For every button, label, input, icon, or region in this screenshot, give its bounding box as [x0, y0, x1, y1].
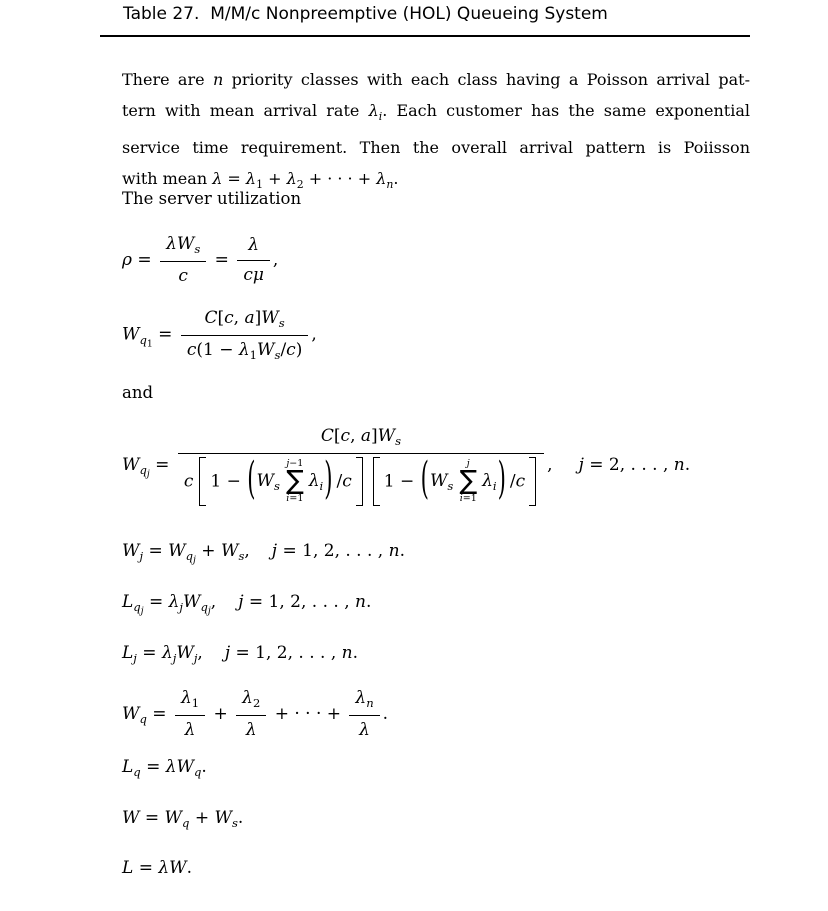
and-label: and [122, 383, 154, 402]
math-var: λ [308, 470, 320, 491]
math-var: W [261, 308, 279, 328]
equation-lqj [122, 592, 371, 617]
math-subscript [139, 332, 153, 350]
math-rm: 1 [146, 338, 153, 350]
math-text: + [189, 808, 215, 828]
math-var: W [122, 324, 140, 345]
math-text: . Each customer has the same exponential [382, 101, 751, 120]
math-text: + [208, 703, 234, 724]
math-text: tern with mean arrival rate [122, 101, 369, 120]
math-var: n [341, 643, 353, 663]
equation-w [122, 808, 243, 830]
math-rm: 1 [249, 347, 258, 362]
math-subscript [139, 712, 146, 726]
math-text: ] [371, 426, 378, 446]
math-text: , [350, 426, 361, 446]
math-it: j [179, 600, 184, 615]
equation-wq [122, 686, 388, 743]
math-text: = [133, 858, 159, 878]
math-it: q [133, 600, 141, 615]
equation-rho [122, 232, 278, 289]
math-it: j [207, 605, 211, 617]
sigma-icon: ∑ [285, 465, 304, 496]
math-text: ) [295, 339, 303, 360]
math-var: λ [376, 168, 387, 188]
math-it: n [366, 696, 374, 711]
math-var: λ [161, 643, 173, 663]
math-var: λW [158, 858, 187, 878]
math-subscript [139, 463, 150, 480]
math-fraction [236, 686, 266, 743]
math-close-paren: ) [497, 454, 506, 506]
math-text: . [186, 858, 193, 878]
math-right-bracket [356, 457, 363, 507]
math-var: W [168, 541, 186, 561]
math-text: ] [254, 308, 262, 328]
math-var: c [340, 426, 351, 446]
math-var: j [286, 457, 290, 469]
math-var: i [286, 493, 290, 505]
math-text: . [201, 757, 207, 777]
math-var: c [286, 339, 296, 360]
equation-wqj [122, 424, 690, 507]
math-var: a [360, 426, 372, 446]
horizontal-rule [100, 35, 750, 37]
math-it: s [194, 242, 201, 257]
math-var: W [377, 426, 396, 446]
math-var: j [271, 541, 278, 561]
math-text: , [272, 249, 279, 270]
math-text: (1 − [196, 339, 239, 360]
math-var: cμ [243, 264, 264, 285]
math-it: j [193, 554, 196, 566]
math-fraction [175, 686, 205, 743]
math-text: = [140, 757, 166, 777]
math-it: i [378, 109, 383, 123]
math-subscript [200, 600, 211, 617]
math-bracket-content [206, 454, 355, 507]
math-var: L [122, 757, 134, 777]
math-var: W [256, 470, 275, 491]
math-it: s [278, 316, 285, 331]
math-it: j [146, 468, 150, 480]
math-var: C [320, 426, 334, 446]
math-it: q [200, 600, 208, 615]
math-var: λ [184, 719, 196, 740]
math-text: = 1, 2, . . . , [230, 643, 342, 663]
math-text: service time requirement. Then the overall arrival pattern is Poiisson [122, 137, 750, 157]
math-text: = [152, 324, 178, 345]
equation-wq1 [122, 306, 317, 364]
math-text: 1 − [383, 470, 420, 491]
math-var: n [673, 455, 685, 476]
math-text: , [547, 455, 553, 476]
math-it: j [133, 651, 137, 666]
math-left-bracket [373, 457, 380, 507]
math-it: s [238, 549, 245, 564]
math-it: q [139, 332, 147, 347]
math-var: c [342, 470, 352, 491]
math-subscript [447, 479, 453, 493]
math-var: W [429, 470, 448, 491]
math-var: n [355, 592, 366, 612]
paragraph-line-2 [122, 95, 750, 132]
math-summation [286, 459, 304, 505]
sigma-icon: ∑ [459, 465, 478, 496]
math-bracket-group [373, 454, 536, 507]
math-var: C [204, 308, 218, 328]
math-var: W [164, 808, 183, 828]
math-var: a [244, 308, 255, 328]
math-left-bracket [199, 457, 206, 507]
math-fraction [237, 233, 270, 288]
math-fraction [349, 686, 379, 743]
math-numerator [175, 686, 205, 716]
math-fraction [181, 306, 309, 364]
math-bracket-content [380, 454, 529, 507]
math-right-bracket [529, 457, 536, 507]
math-var: L [122, 643, 134, 663]
math-var: λ [212, 168, 223, 188]
math-text: + · · · + [303, 168, 377, 188]
math-text: + [262, 168, 287, 188]
math-var: W [183, 592, 201, 612]
math-var: c [224, 308, 234, 328]
math-denominator [236, 716, 266, 743]
math-numerator [160, 232, 206, 262]
math-rm: 1 [191, 696, 200, 711]
math-var: λ [359, 719, 370, 740]
math-var: j [578, 455, 584, 476]
math-it: q [182, 816, 190, 831]
math-text: , [311, 324, 317, 345]
math-numerator [181, 306, 309, 336]
math-var: c [178, 265, 188, 286]
math-it: n [386, 177, 394, 191]
math-denominator [181, 336, 309, 365]
math-it: q [133, 765, 141, 780]
math-rm: 2 [252, 696, 261, 711]
math-it: s [274, 479, 280, 493]
math-var: λ [248, 234, 259, 255]
math-text: = [143, 541, 169, 561]
paragraph-line-3 [122, 132, 750, 163]
server-utilization-label: The server utilization [122, 189, 302, 208]
math-var: W [176, 643, 194, 663]
math-it: q [194, 765, 202, 780]
math-var: c [186, 339, 197, 360]
math-text: / [280, 339, 287, 360]
equation-lj [122, 643, 358, 665]
math-text: [ [217, 308, 225, 328]
math-it: s [274, 347, 281, 362]
math-fraction [160, 232, 206, 289]
math-text: . [365, 592, 372, 612]
math-text: = 2, . . . , [583, 455, 674, 476]
equation-wj [122, 541, 405, 566]
math-text: priority classes with each class having a Poisson arrival pat- [223, 70, 751, 89]
math-var: λW [166, 234, 195, 254]
math-denominator [178, 454, 544, 508]
math-var: λ [242, 688, 253, 708]
math-var: n [388, 541, 400, 561]
math-var: λ [355, 688, 367, 708]
math-subscript [185, 549, 196, 566]
math-rm: 2 [296, 177, 304, 191]
math-text: [ [333, 426, 341, 446]
math-var: n [212, 70, 224, 89]
math-var: L [122, 592, 134, 612]
math-text: , [244, 541, 250, 561]
math-text: / [509, 470, 516, 491]
math-denominator [349, 716, 379, 743]
math-text: = [209, 249, 235, 270]
math-text: with mean [122, 168, 213, 188]
math-subscript [366, 696, 373, 710]
math-text: = [132, 249, 158, 270]
math-subscript [279, 316, 285, 330]
math-var: ρ [122, 249, 132, 270]
math-fraction [178, 424, 544, 507]
math-var: λ [368, 101, 379, 120]
math-var: λ [286, 168, 297, 188]
math-subscript [395, 434, 401, 448]
math-var: W [122, 808, 140, 828]
math-text: There are [122, 70, 213, 89]
math-bracket-group [199, 454, 362, 507]
math-var: j [224, 643, 231, 663]
math-text: . [352, 643, 358, 663]
math-it: j [140, 605, 144, 617]
math-var: W [257, 339, 275, 360]
math-text: . [237, 808, 244, 828]
math-var: j [466, 457, 470, 469]
math-text: = [149, 455, 175, 476]
math-text: = [143, 592, 169, 612]
math-text: / [336, 470, 343, 491]
math-text: 1 − [210, 470, 247, 491]
math-text: = [146, 703, 172, 724]
math-var: i [459, 493, 463, 505]
math-text: . [393, 168, 399, 188]
math-it: j [172, 651, 177, 666]
math-subscript [192, 696, 199, 710]
math-var: W [220, 541, 239, 561]
math-lower-limit [286, 494, 303, 504]
math-var: λ [482, 470, 493, 491]
math-var: W [122, 541, 140, 561]
math-text: = [136, 643, 162, 663]
math-text: , [197, 643, 203, 663]
math-var: L [122, 858, 134, 878]
math-var: λ [245, 719, 257, 740]
paragraph-line-1 [122, 64, 750, 95]
math-var: λ [238, 339, 250, 360]
equation-lq [122, 757, 207, 779]
math-text: =1 [289, 493, 304, 505]
math-it: s [395, 434, 402, 449]
math-subscript [250, 348, 257, 362]
math-var: c [183, 470, 194, 491]
math-it: i [319, 479, 324, 493]
math-text: , [210, 592, 217, 612]
math-it: s [231, 816, 238, 831]
math-paren-content [429, 457, 497, 505]
math-text: . [382, 703, 389, 724]
math-subscript [253, 696, 260, 710]
math-text: =1 [462, 493, 477, 505]
math-it: i [492, 479, 497, 493]
math-subscript [133, 765, 140, 779]
math-var: λ [245, 168, 257, 188]
math-subscript [133, 600, 144, 617]
math-var: λW [165, 757, 195, 777]
math-it: q [185, 549, 194, 564]
math-subscript [194, 242, 200, 256]
math-numerator [349, 686, 379, 716]
equation-l [122, 858, 192, 878]
math-var: c [515, 470, 526, 491]
intro-paragraph [122, 64, 750, 200]
math-lower-limit [460, 494, 477, 504]
math-numerator [237, 233, 270, 261]
math-text: , [233, 308, 245, 328]
math-it: j [139, 549, 144, 564]
math-it: q [139, 711, 147, 726]
math-close-paren: ) [324, 454, 333, 506]
math-summation [459, 459, 477, 505]
math-paren-content [256, 457, 324, 505]
math-text: = [222, 168, 246, 188]
math-it: q [139, 463, 147, 478]
math-var: j [238, 592, 244, 612]
math-denominator [175, 716, 205, 743]
math-denominator [237, 261, 270, 288]
math-denominator [160, 262, 206, 289]
math-it: s [447, 479, 454, 493]
math-text: + · · · + [269, 703, 347, 724]
math-text: = 1, 2, . . . , [243, 592, 355, 612]
math-var: λ [168, 592, 180, 612]
math-numerator [236, 686, 266, 716]
math-text: . [399, 541, 405, 561]
math-var: W [122, 455, 140, 476]
math-text: . [684, 455, 691, 476]
math-var: W [214, 808, 232, 828]
math-numerator [178, 424, 544, 454]
math-text: = [139, 808, 165, 828]
math-text: + [195, 541, 221, 561]
math-open-paren: ( [247, 454, 256, 506]
math-var: W [122, 703, 140, 724]
math-open-paren: ( [420, 454, 429, 506]
math-var: λ [180, 688, 192, 708]
math-text: −1 [289, 457, 304, 469]
math-text: = 1, 2, . . . , [277, 541, 389, 561]
math-it: j [193, 651, 198, 666]
math-subscript [274, 479, 280, 493]
table-caption: Table 27. M/M/c Nonpreemptive (HOL) Queueing System [123, 4, 608, 24]
math-rm: 1 [256, 177, 263, 191]
